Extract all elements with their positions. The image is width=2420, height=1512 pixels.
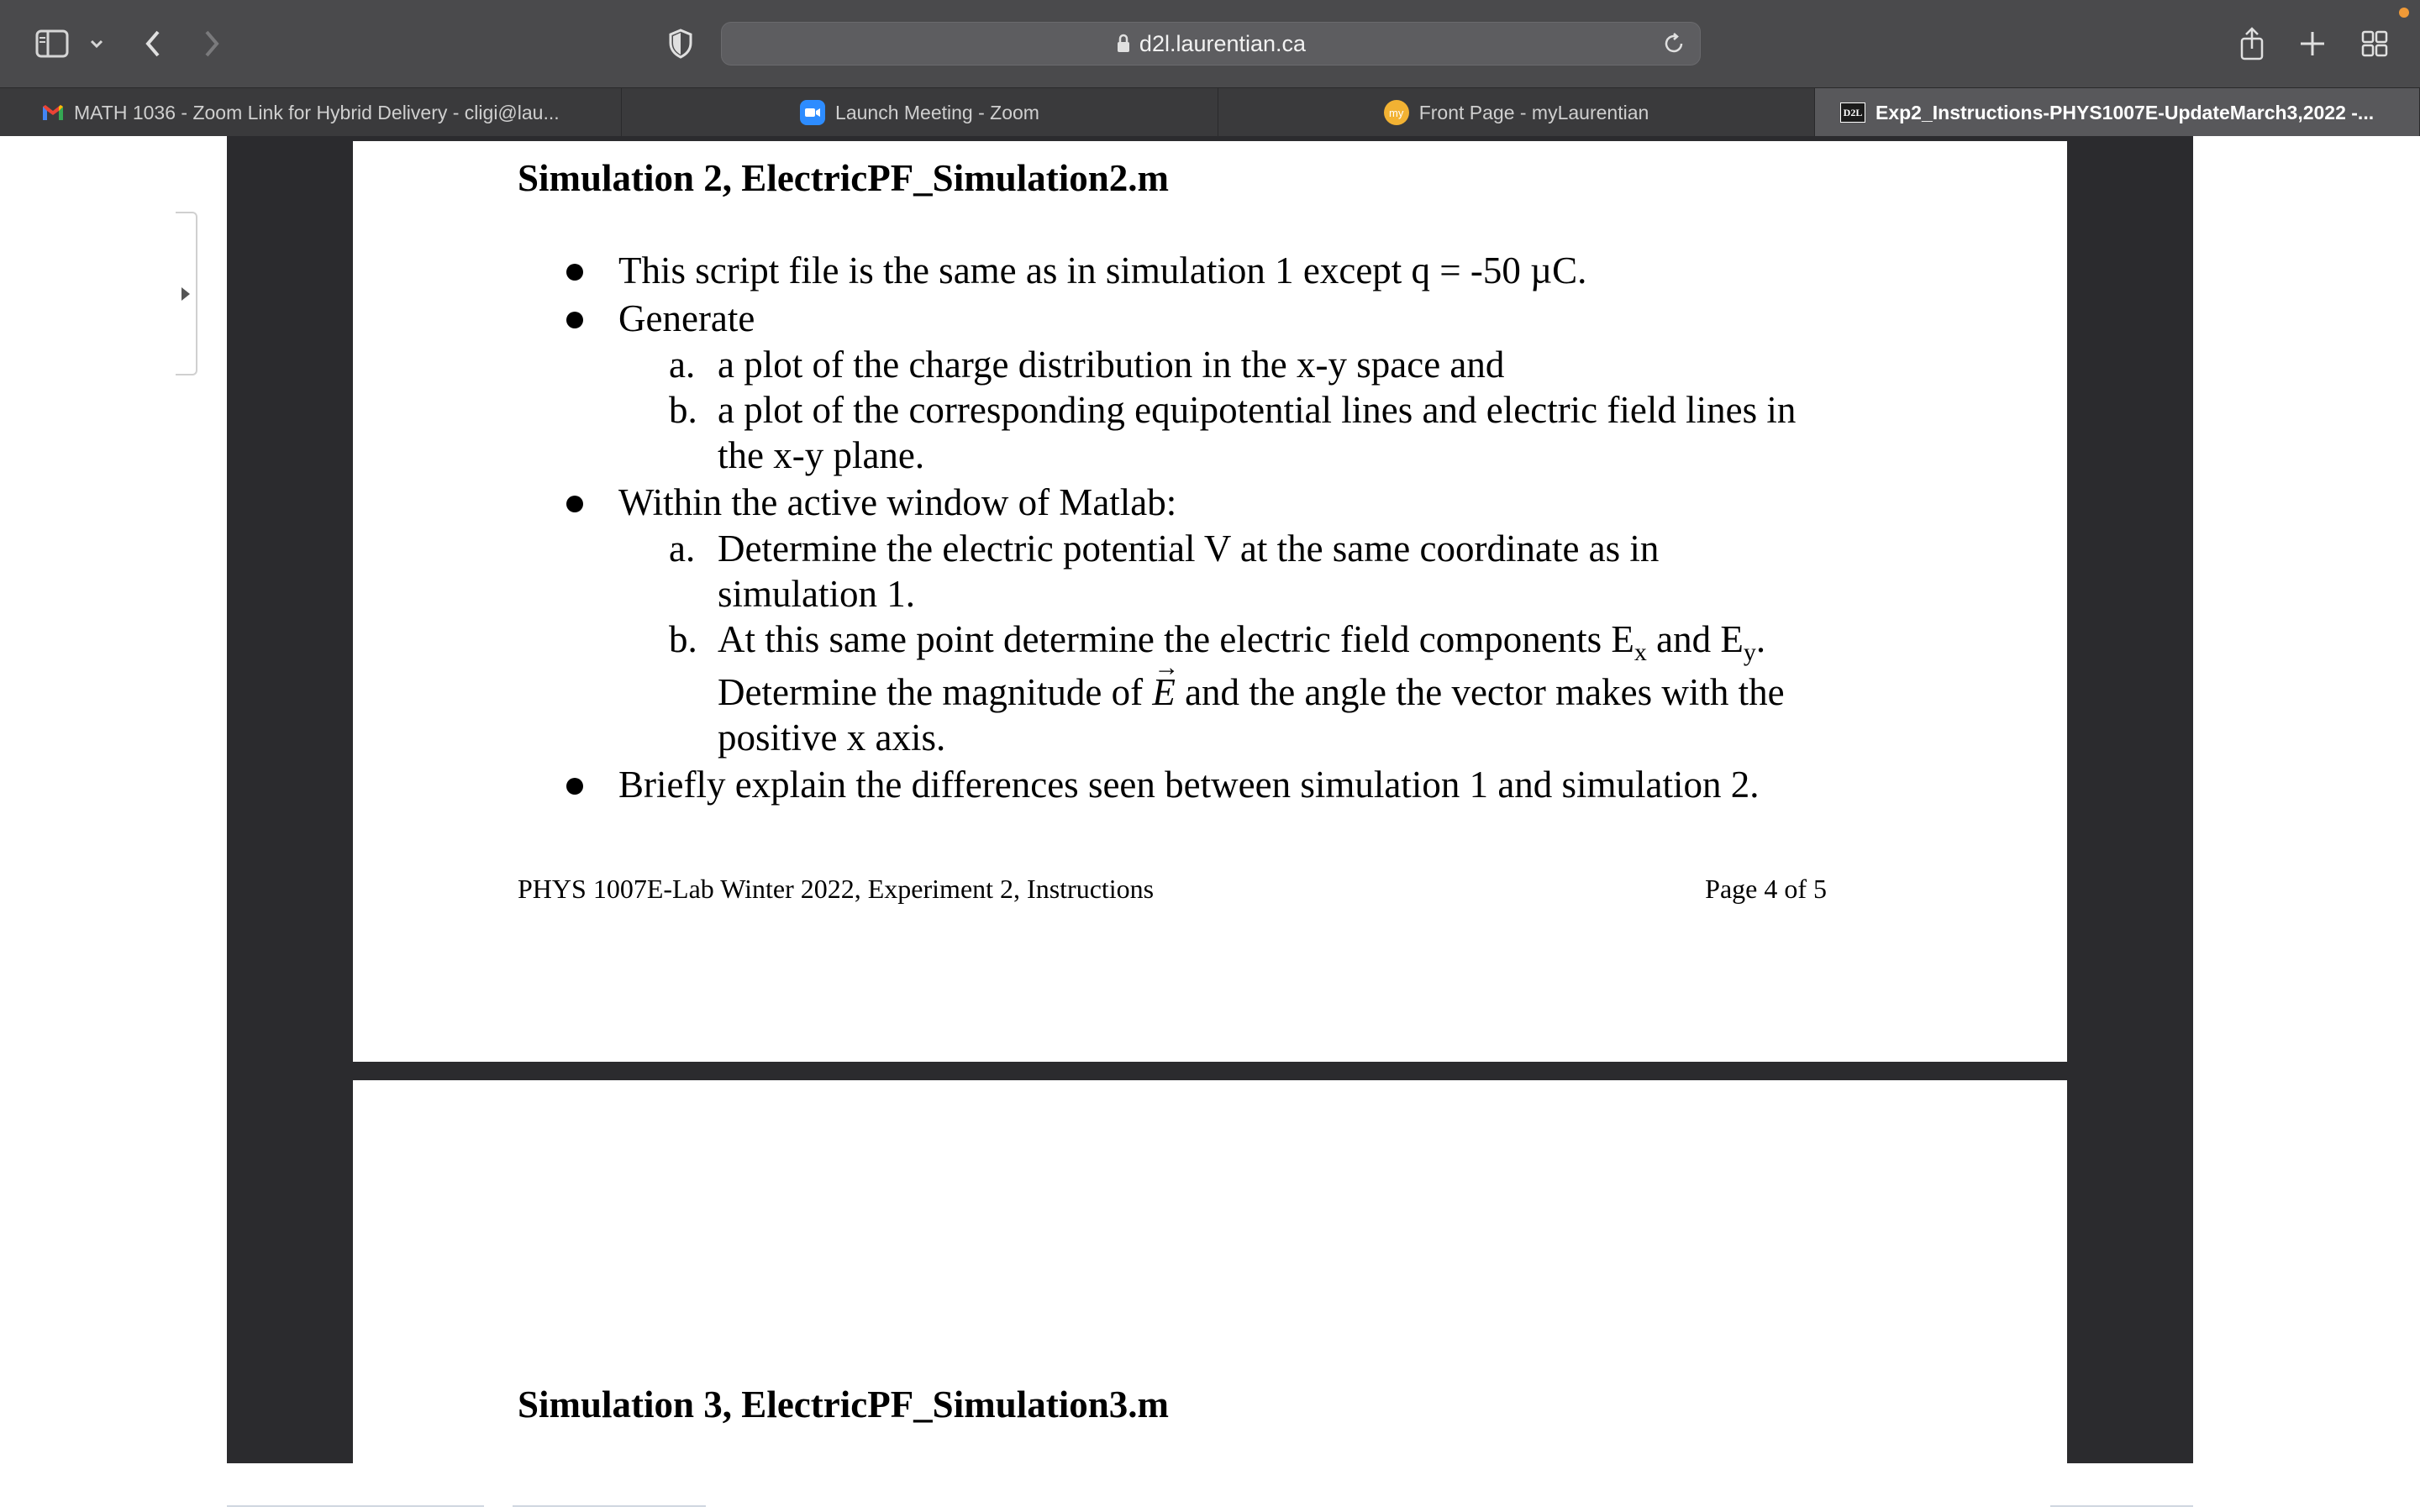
list-marker: a.	[669, 528, 696, 570]
lock-icon	[1116, 34, 1131, 54]
bullet-text: Within the active window of Matlab:	[618, 481, 1177, 523]
gmail-icon	[42, 104, 64, 121]
page-footer-left: PHYS 1007E-Lab Winter 2022, Experiment 2, Instructions	[518, 874, 1155, 904]
sub-item-text	[718, 671, 1785, 713]
tab-launch-meeting-zoom[interactable]	[622, 88, 1218, 137]
zoom-icon	[800, 100, 825, 125]
pdf-viewer[interactable]	[0, 136, 2420, 1512]
sub-item-text: positive x axis.	[718, 717, 946, 759]
vector-e-symbol: → E	[1152, 674, 1176, 711]
d2l-icon: D2L	[1840, 102, 1865, 123]
sub-item-text: a plot of the charge distribution in the x-y space and	[718, 344, 1505, 386]
list-marker: b.	[669, 389, 697, 431]
pdf-page-5	[353, 1080, 2067, 1463]
bullet-text: Generate	[618, 297, 755, 339]
tab-exp2-instructions[interactable]	[1815, 88, 2420, 137]
text-run: and E	[1646, 618, 1744, 660]
text-run: At this same point determine the electric field components E	[718, 618, 1634, 660]
tab-math-zoom-link[interactable]	[0, 88, 622, 137]
pdf-page-4	[353, 141, 2067, 1062]
bullet-marker	[566, 312, 583, 328]
tab-label: MATH 1036 - Zoom Link for Hybrid Delivery - cligi@lau...	[74, 101, 560, 123]
page-number: Page 4 of 5	[1705, 874, 1827, 904]
text-run: .	[1755, 618, 1766, 660]
new-tab-plus-icon[interactable]	[2296, 25, 2329, 62]
sub-item-text: simulation 1.	[718, 573, 915, 615]
bullet-marker	[566, 496, 583, 512]
tab-label: Launch Meeting - Zoom	[835, 101, 1039, 123]
sub-item-text	[718, 618, 1766, 666]
notification-dot	[2399, 8, 2409, 18]
bullet-text: Briefly explain the differences seen between simulation 1 and simulation 2.	[618, 764, 1760, 806]
list-marker: b.	[669, 618, 697, 660]
address-bar[interactable]	[721, 22, 1701, 66]
back-icon[interactable]	[138, 25, 168, 62]
text-run: and the angle the vector makes with the	[1175, 671, 1785, 713]
bullet-marker	[566, 264, 583, 281]
chevron-right-icon	[180, 285, 192, 303]
reload-icon[interactable]	[1661, 31, 1686, 62]
privacy-shield-icon[interactable]	[664, 25, 697, 62]
pdf-sidebar-toggle[interactable]	[176, 212, 197, 375]
subscript-x: x	[1634, 638, 1647, 666]
share-icon[interactable]	[2235, 25, 2269, 62]
tab-label: Front Page - myLaurentian	[1418, 101, 1649, 123]
mylaurentian-icon: my	[1384, 100, 1409, 125]
tab-label: Exp2_Instructions-PHYS1007E-UpdateMarch3,2022 -...	[1876, 101, 2375, 123]
tab-front-page-mylaurentian[interactable]	[1218, 88, 1815, 137]
url-text: d2l.laurentian.ca	[1139, 30, 1307, 56]
scroll-bottom-edge	[227, 1505, 2193, 1512]
subscript-y: y	[1743, 638, 1756, 666]
strip-segment	[227, 1505, 484, 1512]
bullet-text: This script file is the same as in simulation 1 except q = -50 µC.	[618, 249, 1587, 291]
section-heading: Simulation 2, ElectricPF_Simulation2.m	[518, 157, 1169, 199]
section-heading: Simulation 3, ElectricPF_Simulation3.m	[518, 1383, 1169, 1425]
sub-item-text: the x-y plane.	[718, 434, 925, 476]
strip-segment	[513, 1505, 706, 1512]
bullet-marker	[566, 778, 583, 795]
tab-overview-icon[interactable]	[2358, 25, 2391, 62]
sub-item-text: Determine the electric potential V at the same coordinate as in	[718, 528, 1660, 570]
browser-toolbar	[0, 0, 2420, 87]
sub-item-text: a plot of the corresponding equipotential lines and electric field lines in	[718, 389, 1797, 431]
list-marker: a.	[669, 344, 696, 386]
strip-segment	[2050, 1505, 2193, 1512]
chevron-down-icon[interactable]	[84, 25, 109, 62]
sidebar-toggle-icon[interactable]	[34, 25, 71, 62]
forward-icon[interactable]	[197, 25, 227, 62]
tab-bar	[0, 87, 2420, 136]
text-run: Determine the magnitude of	[718, 671, 1153, 713]
